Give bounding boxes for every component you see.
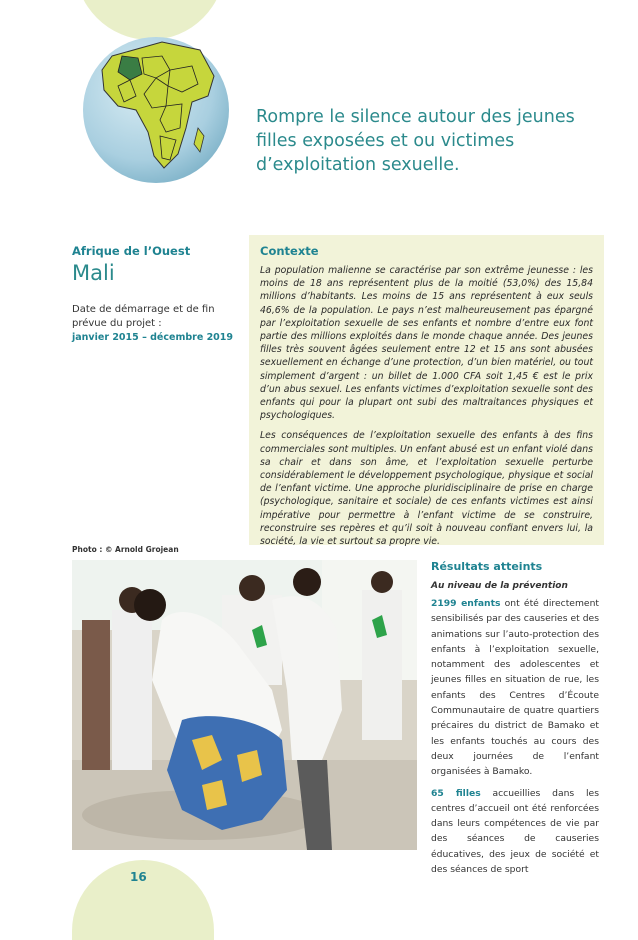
context-box bbox=[249, 235, 604, 548]
results-subtitle: Au niveau de la prévention bbox=[431, 581, 568, 591]
results-title: Résultats atteints bbox=[431, 560, 543, 573]
context-paragraph: Les conséquences de l’exploitation sexuelle des enfants à des fins commerciales sont multiples. Un enfant abusé est un enfant violé dans sa chair et dans son âme, et l’exploitation sexuelle perturbe considérablement le développement psychologique, physique et social de l’enfant victime. Une approche pluridisciplinaire de prise en charge (psychologique, sanitaire et sociale) de ces enfants victimes est ainsi impérative pour permettre à l’enfant victime de se construire, reconstruire ses repères et qu’il soit à nouveau confiant envers lui, la société, la vie et surtout sa propre vie. bbox=[260, 430, 593, 548]
country-title: Mali bbox=[72, 261, 115, 285]
africa-globe-icon bbox=[82, 36, 230, 184]
results-paragraph bbox=[431, 596, 599, 780]
results-text: ont été directement sensibilisés par des causeries et des animations sur l’auto-protection des enfants à l’exploitation sexuelle, notamment des adolescentes et jeunes filles en situation de rue, les enfants des Centres d’Écoute Communautaire de quatre quartiers précaires du district de Bamako et les enfants touchés au cours des deux journées de l’enfant organisées à Bamako. bbox=[431, 598, 599, 778]
project-dates-value: janvier 2015 – décembre 2019 bbox=[72, 332, 234, 343]
results-paragraph bbox=[431, 786, 599, 878]
context-paragraph: La population malienne se caractérise par son extrême jeunesse : les moins de 18 ans représentent plus de la moitié (53,0%) des 15,84 millions d’habitants. Les moins de 15 ans représentent à eux seuls 46,6% de la population. Le pays n’est malheureusement pas épargné par l’exploitation sexuelle de ses enfants et nombre d’entre eux font partie des millions exploités dans le monde chaque année. Des jeunes filles très souvent âgées seulement entre 12 et 15 ans sont abusées sexuellement en échange d’une protection, d’un bien matériel, ou tout simplement d’argent : un billet de 1.000 CFA soit 1,45 € est le prix d’un abus sexuel. Les enfants victimes d’exploitation sexuelle sont des enfants qui pour la plupart ont subi des maltraitances physiques et psychologiques. bbox=[260, 265, 593, 422]
results-text: accueillies dans les centres d’accueil ont été renforcées dans leurs compétences de vie par des séances de causeries éducatives, des jeux de société et des séances de sport bbox=[431, 787, 599, 876]
results-section bbox=[431, 560, 599, 883]
decorative-blob-top bbox=[75, 0, 225, 40]
page-headline: Rompre le silence autour des jeunes filles exposées et ou victimes d’exploitation sexuelle. bbox=[256, 107, 575, 175]
results-highlight: 65 filles bbox=[431, 787, 481, 799]
dance-photo bbox=[72, 560, 417, 850]
results-highlight: 2199 enfants bbox=[431, 598, 501, 609]
context-title: Contexte bbox=[260, 244, 319, 258]
region-label: Afrique de l’Ouest bbox=[72, 244, 191, 258]
page-number: 16 bbox=[130, 870, 147, 884]
project-dates-label: Date de démarrage et de fin prévue du projet : bbox=[72, 304, 215, 329]
photo-credit: Photo : © Arnold Grojean bbox=[72, 545, 179, 554]
